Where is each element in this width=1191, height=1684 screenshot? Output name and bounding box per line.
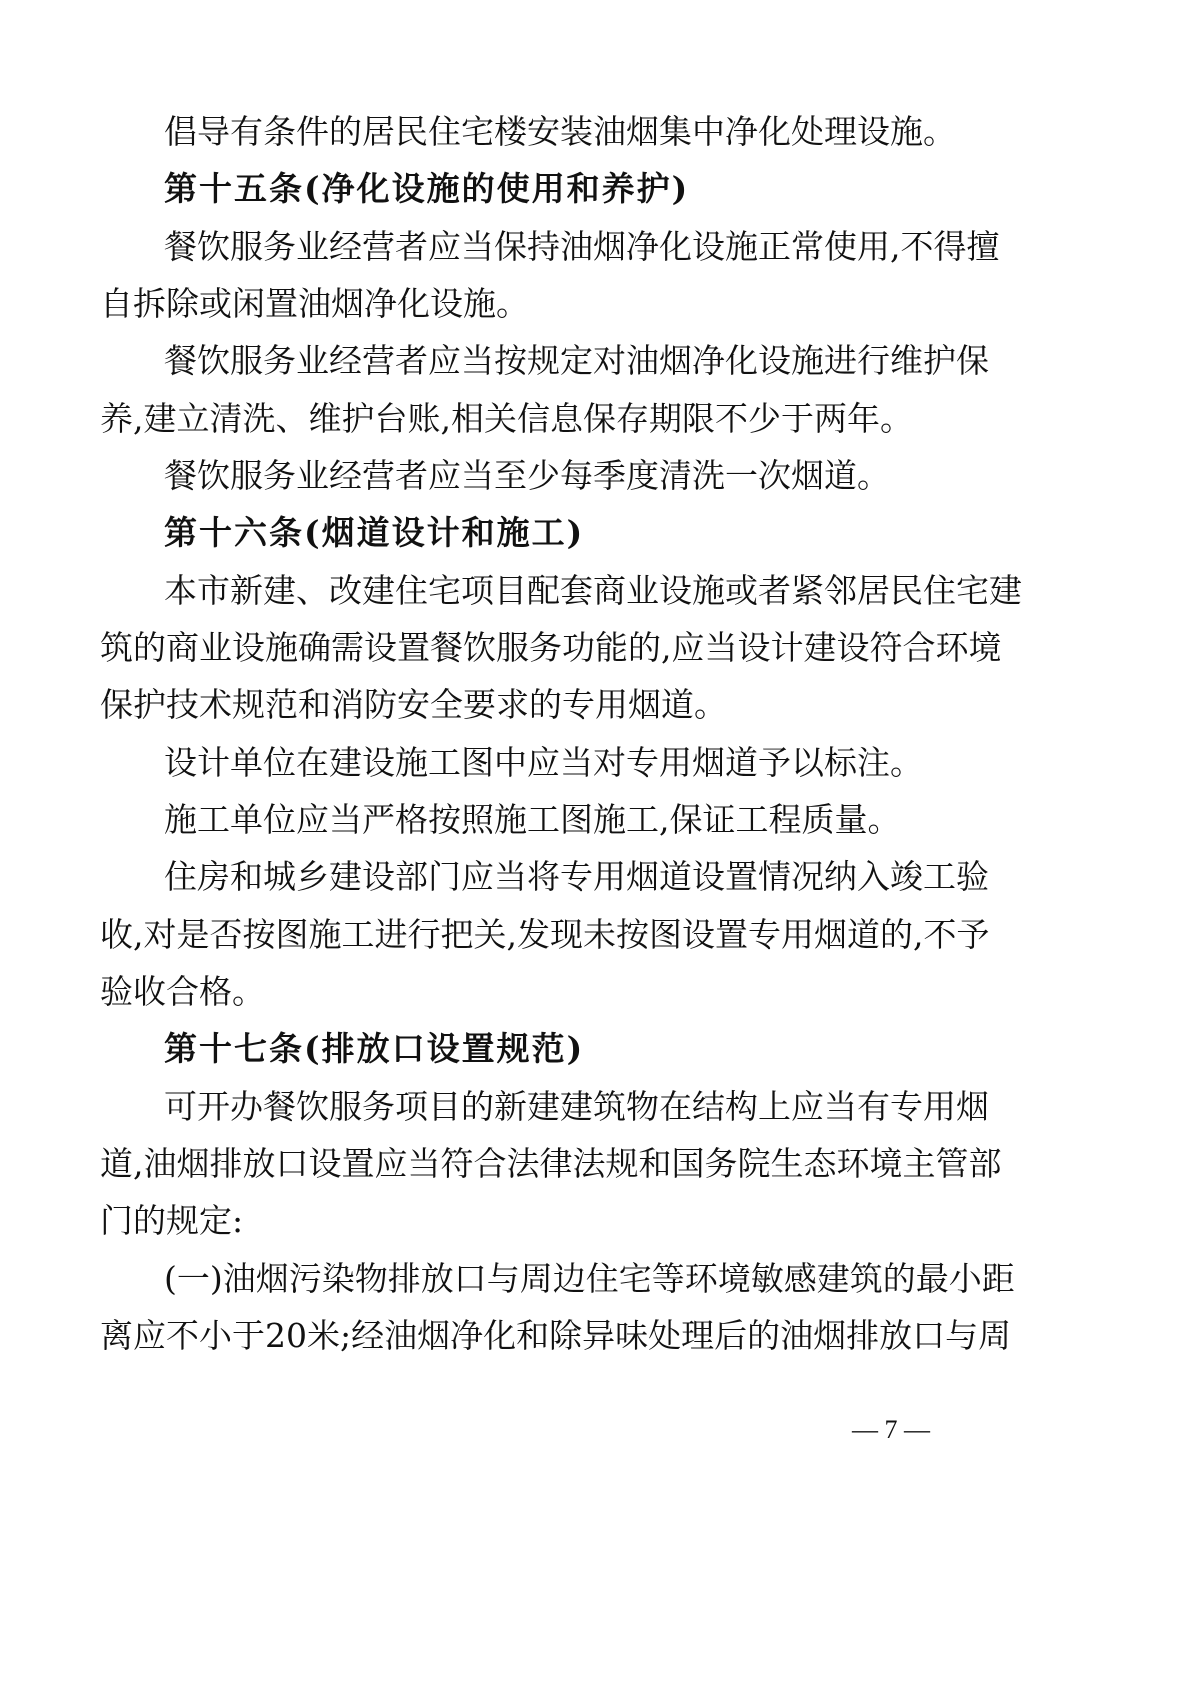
paragraph-line: 收,对是否按图施工进行把关,发现未按图设置专用烟道的,不予 [100, 915, 990, 954]
article-17-heading: 第十七条(排放口设置规范) [164, 1029, 585, 1068]
article-16-heading: 第十六条(烟道设计和施工) [164, 513, 585, 552]
paragraph-line: 本市新建、改建住宅项目配套商业设施或者紧邻居民住宅建 [164, 571, 1022, 610]
page-number: — 7 — [852, 1415, 930, 1444]
paragraph-line: 验收合格。 [100, 972, 265, 1011]
paragraph-line: (一)油烟污染物排放口与周边住宅等环境敏感建筑的最小距 [164, 1259, 1015, 1298]
paragraph-line: 可开办餐饮服务项目的新建建筑物在结构上应当有专用烟 [164, 1087, 989, 1126]
paragraph-line: 筑的商业设施确需设置餐饮服务功能的,应当设计建设符合环境 [100, 628, 1002, 667]
paragraph-line: 餐饮服务业经营者应当保持油烟净化设施正常使用,不得擅 [164, 227, 1000, 266]
paragraph-line: 设计单位在建设施工图中应当对专用烟道予以标注。 [164, 743, 923, 782]
paragraph-line: 门的规定: [100, 1201, 244, 1240]
paragraph-line: 自拆除或闲置油烟净化设施。 [100, 284, 529, 323]
article-15-heading: 第十五条(净化设施的使用和养护) [164, 169, 690, 208]
paragraph-line: 餐饮服务业经营者应当至少每季度清洗一次烟道。 [164, 456, 890, 495]
paragraph-line: 道,油烟排放口设置应当符合法律法规和国务院生态环境主管部 [100, 1144, 1002, 1183]
paragraph-line: 倡导有条件的居民住宅楼安装油烟集中净化处理设施。 [164, 112, 956, 151]
paragraph-line: 保护技术规范和消防安全要求的专用烟道。 [100, 685, 727, 724]
paragraph-line: 餐饮服务业经营者应当按规定对油烟净化设施进行维护保 [164, 341, 989, 380]
paragraph-line: 施工单位应当严格按照施工图施工,保证工程质量。 [164, 800, 901, 839]
paragraph-line: 养,建立清洗、维护台账,相关信息保存期限不少于两年。 [100, 399, 913, 438]
paragraph-line: 离应不小于20米;经油烟净化和除异味处理后的油烟排放口与周 [100, 1316, 1012, 1355]
paragraph-line: 住房和城乡建设部门应当将专用烟道设置情况纳入竣工验 [164, 857, 989, 896]
